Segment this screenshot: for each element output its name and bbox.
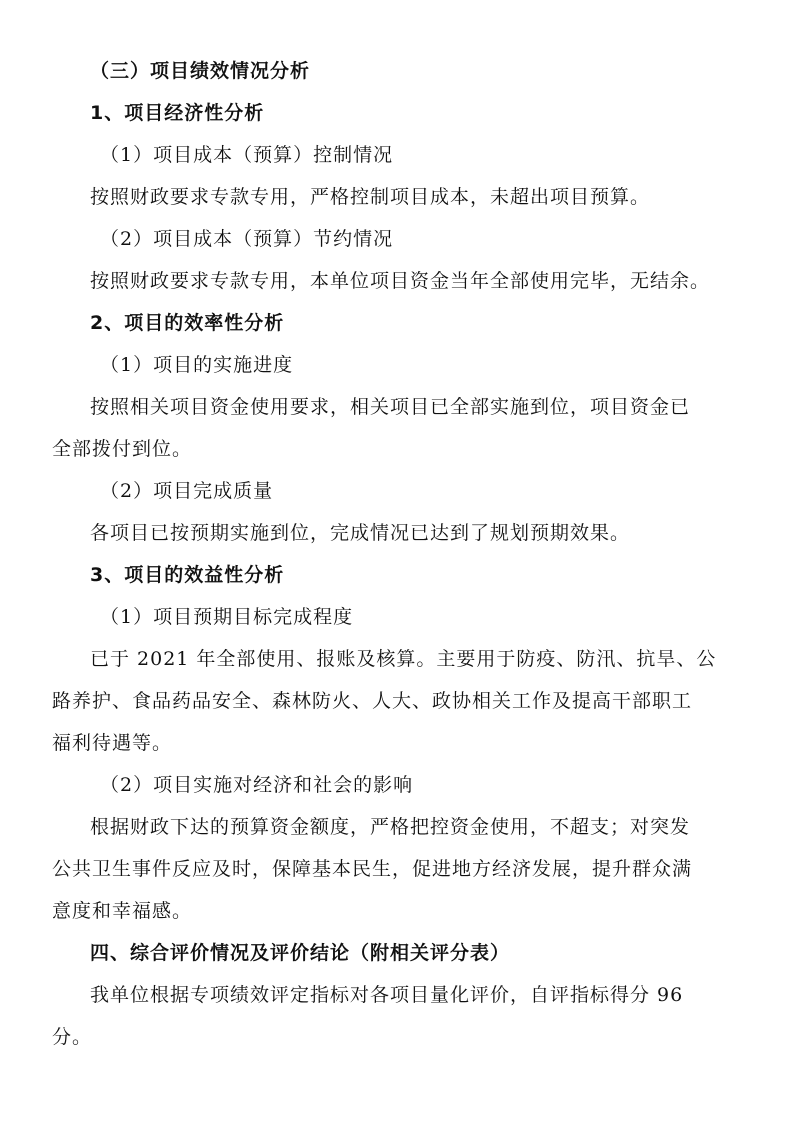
subheading-benefit-analysis: 3、项目的效益性分析 [90, 564, 285, 586]
section-heading-evaluation-conclusion: 四、综合评价情况及评价结论（附相关评分表） [90, 942, 511, 964]
subheading-efficiency-analysis: 2、项目的效率性分析 [90, 312, 285, 334]
subheading-economy-analysis: 1、项目经济性分析 [90, 102, 265, 124]
item-social-impact: （2）项目实施对经济和社会的影响 [100, 774, 414, 796]
paragraph-line: 公共卫生事件反应及时，保障基本民生，促进地方经济发展，提升群众满 [52, 858, 693, 880]
paragraph-line: 按照相关项目资金使用要求，相关项目已全部实施到位，项目资金已 [90, 396, 691, 418]
paragraph-line: 根据财政下达的预算资金额度，严格把控资金使用，不超支；对突发 [90, 816, 691, 838]
paragraph-line: 分。 [52, 1026, 93, 1048]
paragraph-line: 我单位根据专项绩效评定指标对各项目量化评价，自评指标得分 96 [90, 984, 684, 1006]
item-cost-saving: （2）项目成本（预算）节约情况 [100, 228, 394, 250]
paragraph-line: 全部拨付到位。 [52, 438, 193, 460]
paragraph-line: 路养护、食品药品安全、森林防火、人大、政协相关工作及提高干部职工 [52, 690, 693, 712]
section-heading-performance-analysis: （三）项目绩效情况分析 [90, 60, 311, 82]
paragraph-line: 按照财政要求专款专用，本单位项目资金当年全部使用完毕，无结余。 [90, 270, 711, 292]
paragraph-line: 已于 2021 年全部使用、报账及核算。主要用于防疫、防汛、抗旱、公 [90, 648, 717, 670]
paragraph-line: 福利待遇等。 [52, 732, 173, 754]
item-cost-control: （1）项目成本（预算）控制情况 [100, 144, 394, 166]
item-implementation-progress: （1）项目的实施进度 [100, 354, 294, 376]
item-goal-completion: （1）项目预期目标完成程度 [100, 606, 354, 628]
item-completion-quality: （2）项目完成质量 [100, 480, 274, 502]
paragraph-line: 意度和幸福感。 [52, 900, 193, 922]
paragraph-line: 按照财政要求专款专用，严格控制项目成本，未超出项目预算。 [90, 186, 651, 208]
paragraph-line: 各项目已按预期实施到位，完成情况已达到了规划预期效果。 [90, 522, 631, 544]
